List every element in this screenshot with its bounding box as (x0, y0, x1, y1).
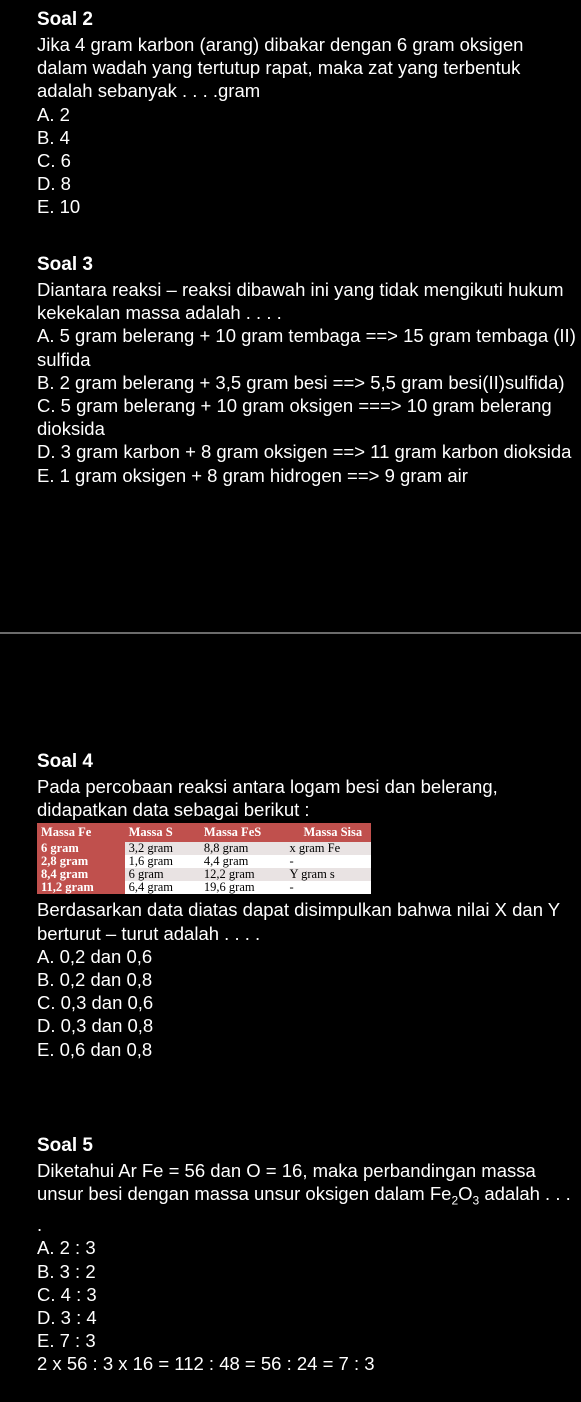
header-massa-s: Massa S (125, 823, 200, 842)
soal-4-intro: Pada percobaan reaksi antara logam besi dan belerang, didapatkan data sebagai berikut : (37, 776, 498, 821)
cell: x gram Fe (285, 842, 371, 855)
soal-5-option-e: E. 7 : 3 (37, 1330, 96, 1352)
cell: - (285, 881, 371, 894)
cell: 8,4 gram (37, 868, 125, 881)
table-row (37, 881, 371, 894)
soal-5-section (37, 1134, 577, 1376)
soal-3-question: Diantara reaksi – reaksi dibawah ini yang tidak mengikuti hukum kekekalan massa adalah . . . . (37, 279, 564, 324)
formula-sub-2: 2 (451, 1193, 459, 1208)
header-massa-fe: Massa Fe (37, 823, 125, 842)
cell: 6 gram (125, 868, 200, 881)
soal-3-section (37, 253, 577, 487)
cell: 3,2 gram (125, 842, 200, 855)
soal-4-option-d: D. 0,3 dan 0,8 (37, 1015, 154, 1037)
soal-4-option-c: C. 0,3 dan 0,6 (37, 992, 154, 1014)
header-massa-fes: Massa FeS (200, 823, 286, 842)
soal-5-option-c: C. 4 : 3 (37, 1283, 97, 1305)
soal-4-option-e: E. 0,6 dan 0,8 (37, 1038, 153, 1060)
soal-5-question-pre: Diketahui Ar Fe = 56 dan O = 16, maka perbandingan massa unsur besi dengan massa unsur oksigen dalam (37, 1160, 536, 1205)
soal-2-option-e: E. 10 (37, 196, 81, 218)
soal-4-option-b: B. 0,2 dan 0,8 (37, 969, 153, 991)
cell: 8,8 gram (200, 842, 286, 855)
cell: 6 gram (37, 842, 125, 855)
soal-3-option-b: B. 2 gram belerang + 3,5 gram besi ==> 5,5 gram besi(II)sulfida) (37, 371, 565, 393)
soal-5-option-b: B. 3 : 2 (37, 1260, 96, 1282)
section-divider (0, 632, 581, 634)
formula-sub-3: 3 (472, 1193, 480, 1208)
cell: 1,6 gram (125, 855, 200, 868)
soal-4-title: Soal 4 (37, 751, 93, 772)
header-massa-sisa: Massa Sisa (285, 823, 371, 842)
soal-5-option-a: A. 2 : 3 (37, 1237, 96, 1259)
soal-3-option-d: D. 3 gram karbon + 8 gram oksigen ==> 11 gram karbon dioksida (37, 441, 572, 463)
soal-4-question: Berdasarkan data diatas dapat disimpulkan bahwa nilai X dan Y berturut – turut adalah . . . . (37, 899, 560, 944)
cell: 6,4 gram (125, 881, 200, 894)
soal-5-calculation: 2 x 56 : 3 x 16 = 112 : 48 = 56 : 24 = 7 : 3 (37, 1353, 375, 1375)
cell: 4,4 gram (200, 855, 286, 868)
soal-2-option-b: B. 4 (37, 126, 70, 148)
soal-3-option-e: E. 1 gram oksigen + 8 gram hidrogen ==> 9 gram air (37, 464, 468, 486)
soal-5-option-d: D. 3 : 4 (37, 1306, 97, 1328)
soal-3-title: Soal 3 (37, 254, 93, 275)
cell: 12,2 gram (200, 868, 286, 881)
soal-4-section (37, 750, 577, 1061)
soal-5-question (37, 1159, 577, 1236)
cell: 11,2 gram (37, 881, 125, 894)
soal-2-title: Soal 2 (37, 9, 93, 30)
soal-4-option-a: A. 0,2 dan 0,6 (37, 945, 153, 967)
soal-2-option-d: D. 8 (37, 173, 71, 195)
formula-fe: Fe (429, 1183, 452, 1205)
soal-2-section (37, 8, 577, 219)
cell: 2,8 gram (37, 855, 125, 868)
formula-o: O (458, 1183, 473, 1205)
data-table (37, 823, 371, 894)
soal-2-option-c: C. 6 (37, 150, 71, 172)
cell: Y gram s (285, 868, 371, 881)
cell: 19,6 gram (200, 881, 286, 894)
soal-5-title: Soal 5 (37, 1135, 93, 1156)
soal-3-option-c: C. 5 gram belerang + 10 gram oksigen ===> 10 gram belerang dioksida (37, 395, 552, 440)
soal-2-option-a: A. 2 (37, 103, 70, 125)
soal-3-option-a: A. 5 gram belerang + 10 gram tembaga ==> 15 gram tembaga (II) sulfida (37, 325, 576, 370)
soal-2-question: Jika 4 gram karbon (arang) dibakar dengan 6 gram oksigen dalam wadah yang tertutup rapat, maka zat yang terbentuk adalah sebanyak . . . .gram (37, 34, 524, 102)
soal-5-question-post: adalah . . . . (37, 1183, 571, 1236)
cell: - (285, 855, 371, 868)
table-header-row (37, 823, 371, 842)
